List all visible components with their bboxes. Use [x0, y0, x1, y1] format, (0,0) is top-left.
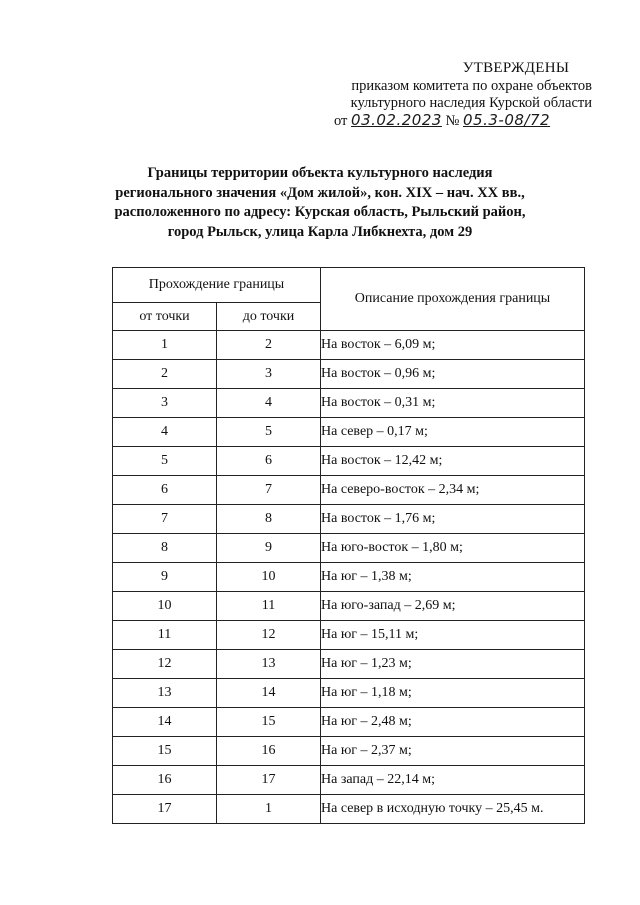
cell-description: На восток – 1,76 м; [321, 505, 585, 534]
cell-from: 8 [113, 534, 217, 563]
cell-description: На запад – 22,14 м; [321, 766, 585, 795]
boundary-table [112, 267, 585, 824]
approval-number: 05.3-08/72 [463, 111, 551, 129]
header-description: Описание прохождения границы [321, 268, 585, 331]
cell-description: На северо-восток – 2,34 м; [321, 476, 585, 505]
cell-from: 15 [113, 737, 217, 766]
cell-description: На юг – 2,48 м; [321, 708, 585, 737]
table-row [113, 592, 585, 621]
approval-number-sign: № [445, 113, 460, 129]
cell-from: 1 [113, 331, 217, 360]
cell-from: 7 [113, 505, 217, 534]
cell-to: 9 [217, 534, 321, 563]
cell-to: 4 [217, 389, 321, 418]
header-boundary-passage: Прохождение границы [113, 268, 321, 303]
table-row [113, 360, 585, 389]
cell-to: 5 [217, 418, 321, 447]
cell-to: 1 [217, 795, 321, 824]
table-row [113, 447, 585, 476]
header-to-point: до точки [217, 303, 321, 331]
cell-description: На юг – 1,18 м; [321, 679, 585, 708]
title-line-3: расположенного по адресу: Курская область, Рыльский район, [114, 204, 526, 220]
cell-from: 5 [113, 447, 217, 476]
table-row [113, 795, 585, 824]
cell-to: 13 [217, 650, 321, 679]
approval-block [320, 60, 592, 130]
cell-to: 8 [217, 505, 321, 534]
title-line-1: Границы территории объекта культурного наследия [147, 165, 493, 181]
table-row [113, 679, 585, 708]
table-row [113, 476, 585, 505]
table-row [113, 766, 585, 795]
table-row [113, 563, 585, 592]
table-row [113, 331, 585, 360]
cell-description: На восток – 6,09 м; [321, 331, 585, 360]
cell-description: На восток – 0,31 м; [321, 389, 585, 418]
cell-from: 3 [113, 389, 217, 418]
cell-to: 17 [217, 766, 321, 795]
cell-description: На север – 0,17 м; [321, 418, 585, 447]
cell-to: 10 [217, 563, 321, 592]
table-row [113, 737, 585, 766]
table-row [113, 534, 585, 563]
table-row [113, 505, 585, 534]
approval-date: 03.02.2023 [351, 111, 442, 129]
approval-date-number-line [320, 112, 592, 130]
table-row [113, 418, 585, 447]
cell-description: На юг – 15,11 м; [321, 621, 585, 650]
table-row [113, 389, 585, 418]
approval-from-label: от [334, 113, 348, 129]
table-row [113, 621, 585, 650]
cell-to: 2 [217, 331, 321, 360]
table-row [113, 708, 585, 737]
cell-to: 12 [217, 621, 321, 650]
cell-from: 9 [113, 563, 217, 592]
cell-to: 15 [217, 708, 321, 737]
cell-description: На юг – 2,37 м; [321, 737, 585, 766]
cell-to: 16 [217, 737, 321, 766]
cell-to: 7 [217, 476, 321, 505]
cell-from: 11 [113, 621, 217, 650]
cell-description: На восток – 0,96 м; [321, 360, 585, 389]
cell-to: 6 [217, 447, 321, 476]
title-line-4: город Рыльск, улица Карла Либкнехта, дом 29 [167, 223, 473, 240]
cell-from: 13 [113, 679, 217, 708]
cell-from: 12 [113, 650, 217, 679]
approval-heading: УТВЕРЖДЕНЫ [462, 60, 570, 76]
cell-description: На юго-запад – 2,69 м; [321, 592, 585, 621]
approval-order-line: приказом комитета по охране объектов [351, 78, 592, 94]
document-title [80, 164, 560, 242]
title-line-2: регионального значения «Дом жилой», кон. XIX – нач. XX вв., [115, 184, 525, 201]
cell-from: 4 [113, 418, 217, 447]
cell-to: 11 [217, 592, 321, 621]
table-row [113, 650, 585, 679]
cell-description: На восток – 12,42 м; [321, 447, 585, 476]
cell-to: 14 [217, 679, 321, 708]
cell-from: 2 [113, 360, 217, 389]
cell-from: 6 [113, 476, 217, 505]
cell-from: 10 [113, 592, 217, 621]
cell-description: На юг – 1,38 м; [321, 563, 585, 592]
header-from-point: от точки [113, 303, 217, 331]
cell-description: На юго-восток – 1,80 м; [321, 534, 585, 563]
cell-from: 16 [113, 766, 217, 795]
cell-from: 17 [113, 795, 217, 824]
cell-description: На север в исходную точку – 25,45 м. [321, 795, 585, 824]
cell-description: На юг – 1,23 м; [321, 650, 585, 679]
cell-from: 14 [113, 708, 217, 737]
cell-to: 3 [217, 360, 321, 389]
approval-committee-line: культурного наследия Курской области [350, 95, 592, 111]
